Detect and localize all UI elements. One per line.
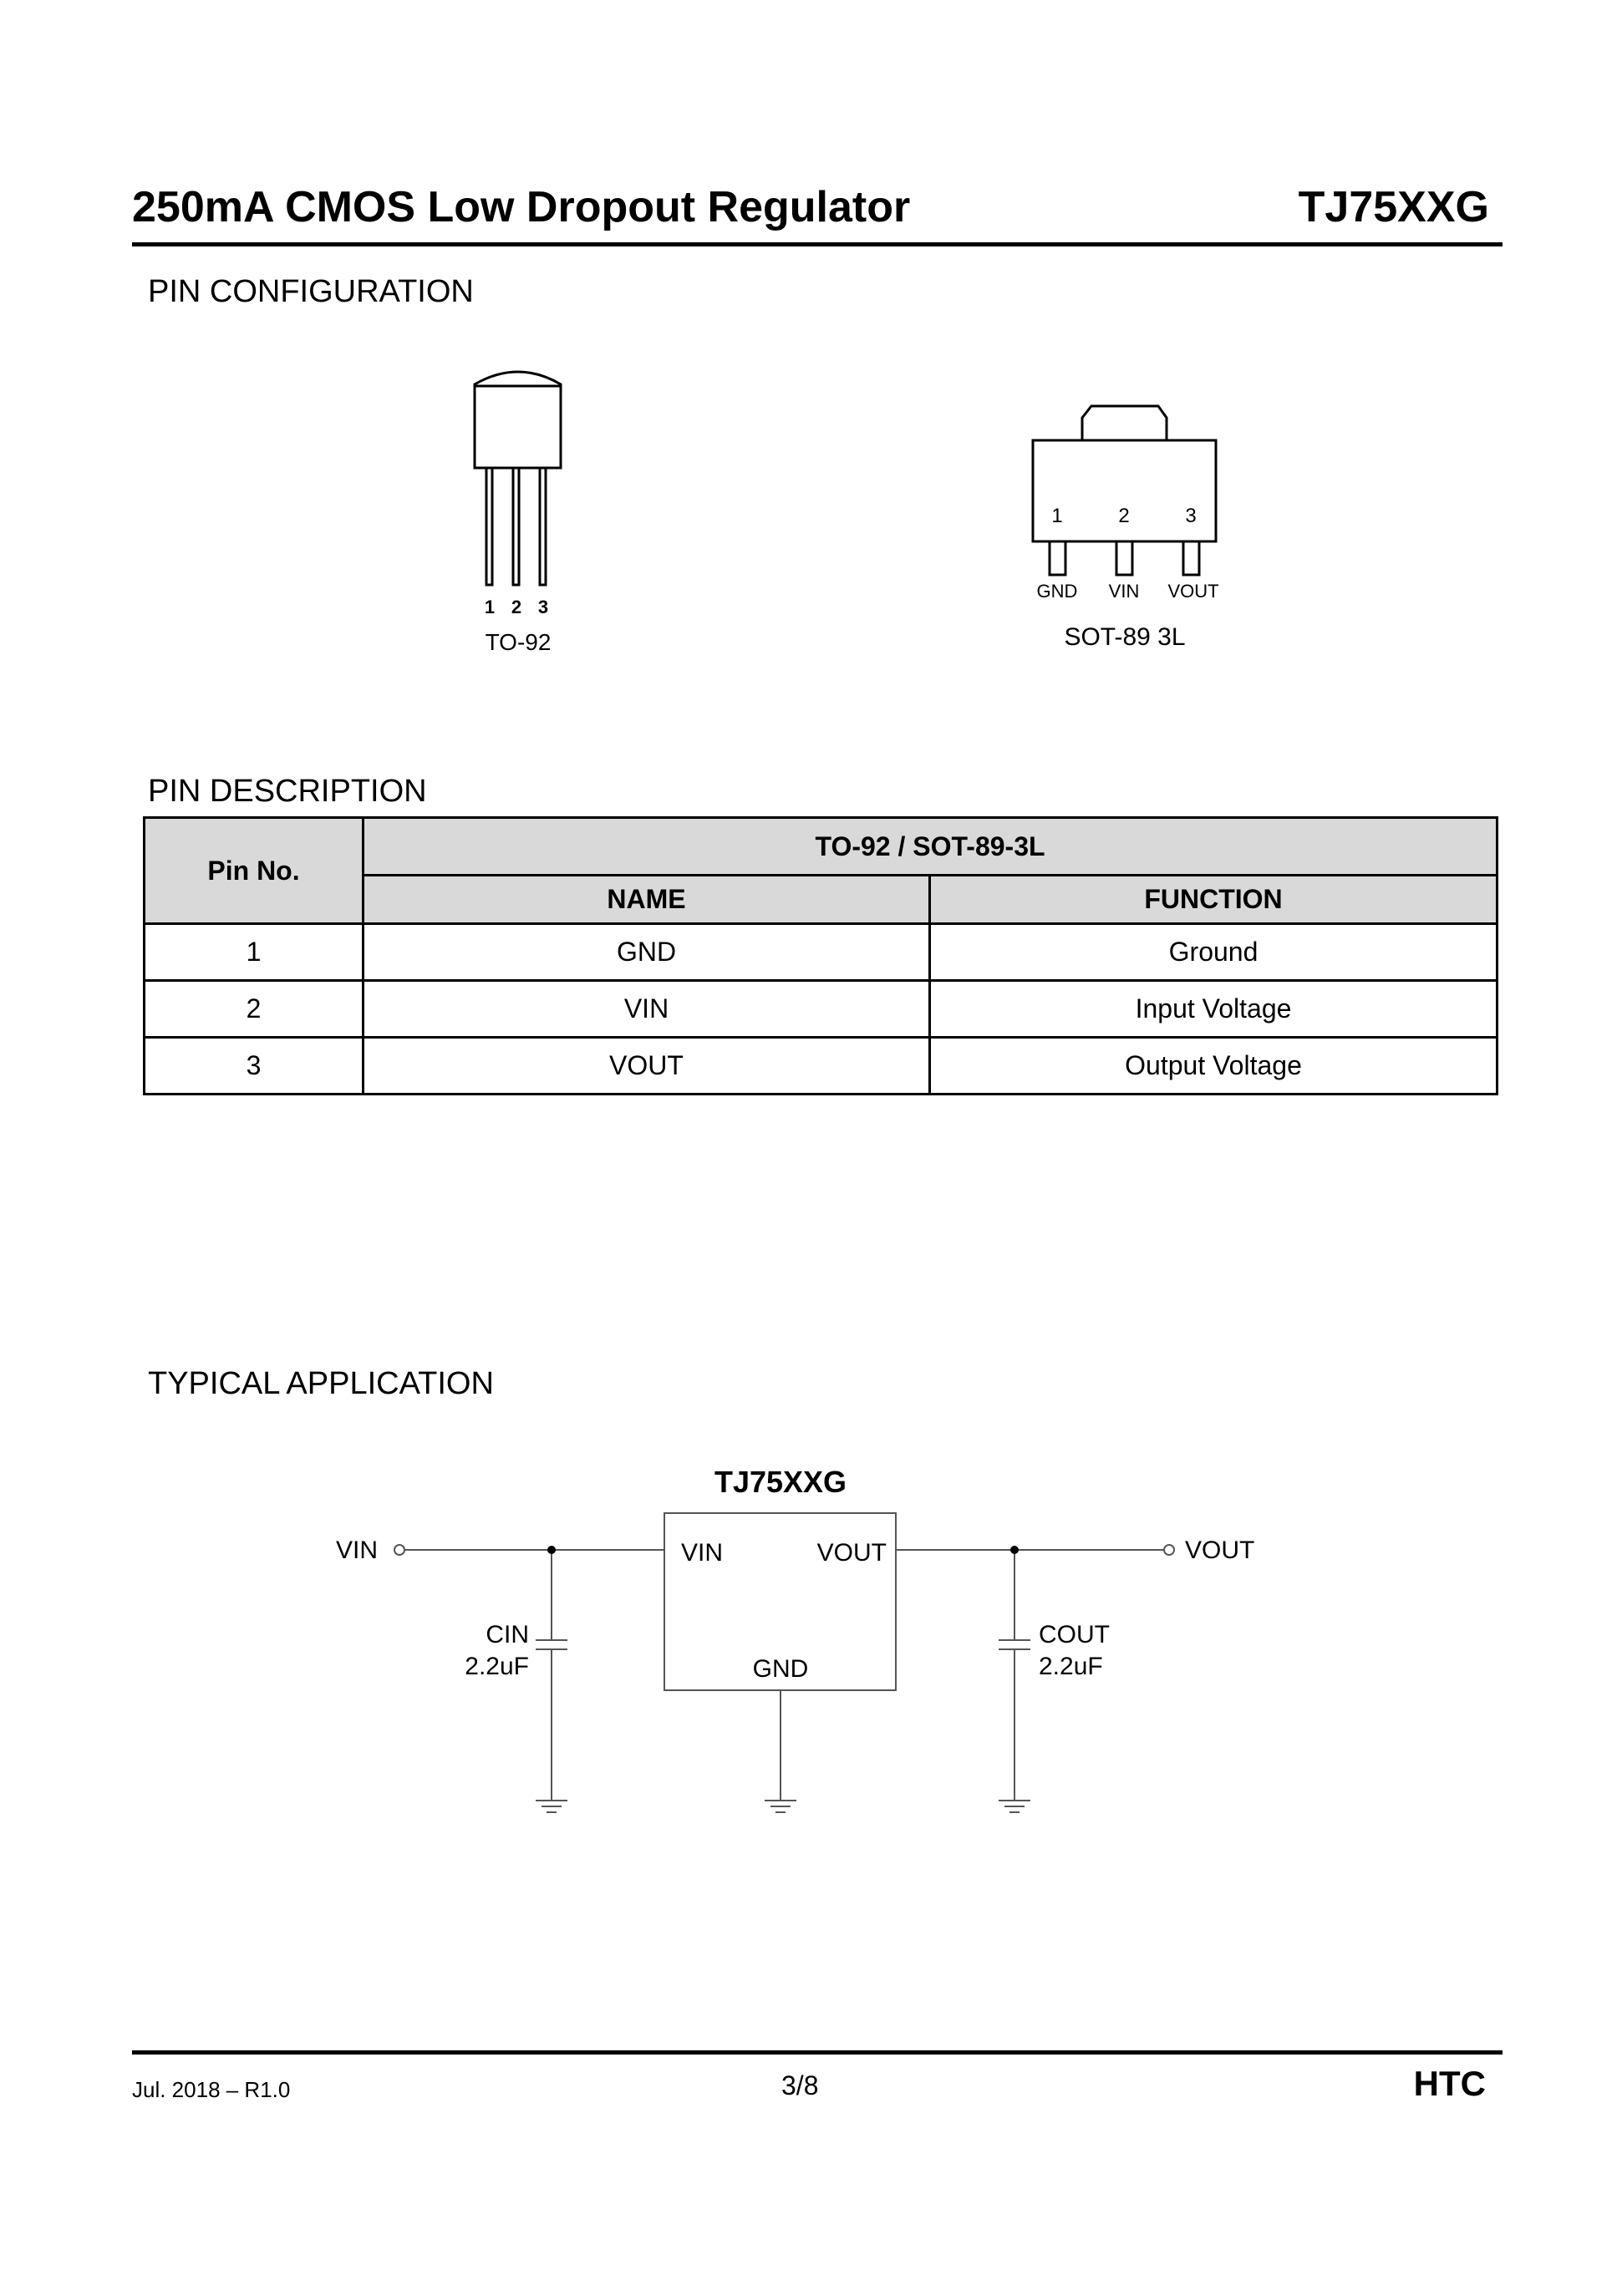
ic-pin-gnd-label: GND bbox=[752, 1655, 809, 1683]
footer-rule bbox=[132, 2050, 1503, 2055]
sot89-pin-2-name: VIN bbox=[1108, 581, 1140, 602]
cell-function: Output Voltage bbox=[930, 1038, 1498, 1095]
pin-description-table bbox=[143, 816, 1498, 1095]
table-row bbox=[145, 981, 1498, 1038]
sot89-pin-3-number: 3 bbox=[1185, 505, 1197, 527]
sot89-lead-3 bbox=[1183, 541, 1199, 575]
to92-pin-2-number: 2 bbox=[511, 597, 522, 617]
cin-value-label: 2.2uF bbox=[465, 1653, 529, 1680]
to92-package-label: TO-92 bbox=[485, 629, 552, 655]
table-header-row bbox=[145, 818, 1498, 876]
cell-name: VIN bbox=[364, 981, 930, 1038]
input-label: VIN bbox=[335, 1537, 378, 1564]
cell-pin: 3 bbox=[145, 1038, 364, 1095]
footer-logo: HTC bbox=[1413, 2064, 1486, 2103]
output-label: VOUT bbox=[1185, 1537, 1255, 1564]
sot89-package bbox=[1033, 406, 1216, 575]
cell-name: VOUT bbox=[364, 1038, 930, 1095]
to92-package bbox=[475, 372, 561, 585]
ground-symbol-cin bbox=[536, 1801, 567, 1812]
ic-pin-vout-label: VOUT bbox=[816, 1539, 887, 1567]
sot89-package-label: SOT-89 3L bbox=[1064, 623, 1186, 651]
cin-name-label: CIN bbox=[486, 1621, 529, 1648]
to92-lead-3 bbox=[540, 468, 546, 585]
sot89-lead-2 bbox=[1116, 541, 1132, 575]
junction-dot-input bbox=[547, 1546, 556, 1554]
sot89-pin-3-name: VOUT bbox=[1167, 581, 1219, 602]
document-title: 250mA CMOS Low Dropout Regulator bbox=[132, 183, 911, 231]
pin-configuration-heading: PIN CONFIGURATION bbox=[148, 274, 474, 309]
ground-symbol-cout bbox=[999, 1801, 1030, 1812]
header-name: NAME bbox=[364, 876, 930, 924]
to92-pin-1-number: 1 bbox=[484, 597, 496, 617]
header-package: TO-92 / SOT-89-3L bbox=[364, 818, 1498, 876]
cell-pin: 1 bbox=[145, 924, 364, 981]
table-row bbox=[145, 924, 1498, 981]
vout-terminal bbox=[1164, 1545, 1174, 1555]
ic-label: TJ75XXG bbox=[714, 1465, 847, 1499]
to92-lead-1 bbox=[486, 468, 492, 585]
sot89-pin-1-number: 1 bbox=[1051, 505, 1063, 527]
table-row bbox=[145, 1038, 1498, 1095]
cell-pin: 2 bbox=[145, 981, 364, 1038]
header-pin-no: Pin No. bbox=[145, 818, 364, 924]
sot89-tab bbox=[1082, 406, 1167, 440]
to92-pin-3-number: 3 bbox=[537, 597, 549, 617]
junction-dot-output bbox=[1010, 1546, 1019, 1554]
part-number: TJ75XXG bbox=[1298, 183, 1489, 231]
cout-value-label: 2.2uF bbox=[1039, 1653, 1103, 1680]
cout-name-label: COUT bbox=[1039, 1621, 1110, 1648]
pin-description-heading: PIN DESCRIPTION bbox=[148, 774, 427, 809]
header-function: FUNCTION bbox=[930, 876, 1498, 924]
ic-pin-vin-label: VIN bbox=[681, 1539, 724, 1567]
cell-function: Input Voltage bbox=[930, 981, 1498, 1038]
sot89-lead-1 bbox=[1050, 541, 1065, 575]
typical-application-schematic bbox=[0, 1420, 1617, 1838]
sot89-pin-1-name: GND bbox=[1036, 581, 1078, 602]
pin-configuration-drawings bbox=[0, 0, 1617, 752]
vin-terminal bbox=[394, 1545, 404, 1555]
footer-page-number: 3/8 bbox=[781, 2070, 819, 2100]
ground-symbol-ic bbox=[765, 1801, 796, 1812]
cell-function: Ground bbox=[930, 924, 1498, 981]
footer-date-revision: Jul. 2018 – R1.0 bbox=[132, 2077, 291, 2102]
cell-name: GND bbox=[364, 924, 930, 981]
sot89-pin-2-number: 2 bbox=[1118, 505, 1130, 527]
to92-lead-2 bbox=[513, 468, 519, 585]
typical-application-heading: TYPICAL APPLICATION bbox=[148, 1366, 494, 1401]
